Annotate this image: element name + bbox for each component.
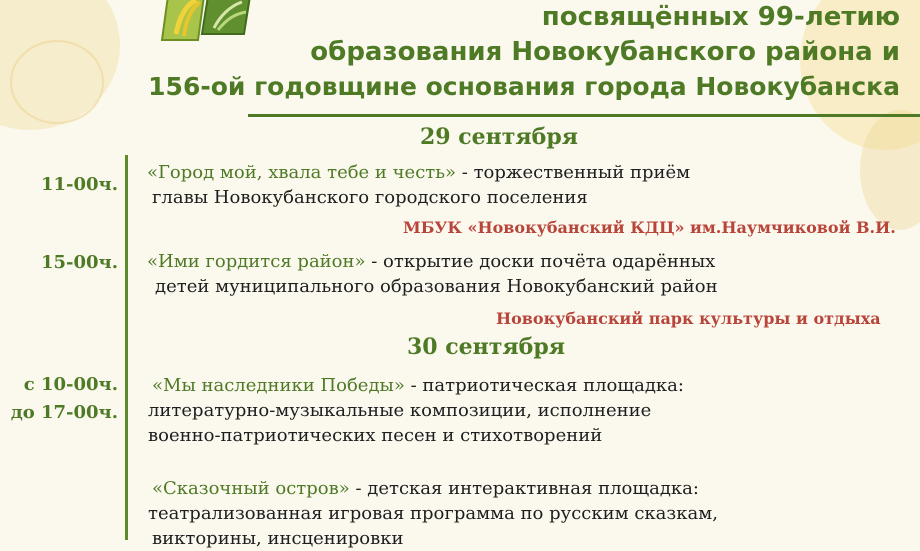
event-description: [147, 161, 690, 185]
event-description-first: - торжественный приём: [456, 162, 691, 183]
event-description: [152, 477, 699, 501]
event-title: «Сказочный остров»: [152, 478, 350, 499]
header-line: посвящённых 99-летию: [541, 2, 900, 32]
event-description-line: детей муниципального образования Новокубанский район: [155, 276, 718, 297]
event-time: 11-00ч.: [40, 174, 118, 195]
plant-logo-icon: [160, 0, 252, 42]
event-description-first: - открытие доски почёта одарённых: [365, 251, 716, 272]
background-decoration: [10, 40, 104, 124]
header-line: 156-ой годовщине основания города Новокубанска: [148, 72, 900, 101]
event-description-line: главы Новокубанского городского поселения: [152, 187, 588, 208]
day-heading: 29 сентября: [420, 124, 578, 150]
timeline-divider: [125, 155, 128, 540]
day-heading: 30 сентября: [407, 334, 565, 360]
event-description: [147, 250, 715, 274]
event-description-line: театрализованная игровая программа по русским сказкам,: [148, 503, 718, 524]
event-time: с 10-00ч.: [23, 374, 118, 395]
event-time: 15-00ч.: [40, 252, 118, 273]
event-venue: МБУК «Новокубанский КДЦ» им.Наумчиковой В.И.: [403, 218, 896, 237]
header-line: образования Новокубанского района и: [310, 37, 900, 67]
event-description-line: викторины, инсценировки: [152, 528, 404, 549]
event-title: «Мы наследники Победы»: [152, 375, 405, 396]
event-venue: Новокубанский парк культуры и отдыха: [496, 309, 881, 328]
event-description-line: военно-патриотических песен и стихотворений: [148, 425, 603, 446]
header-divider: [248, 114, 920, 117]
event-description-line: литературно-музыкальные композиции, исполнение: [148, 400, 652, 421]
event-title: «Город мой, хвала тебе и честь»: [147, 162, 457, 183]
event-time-end: до 17-00ч.: [10, 402, 118, 423]
event-description-first: - патриотическая площадка:: [404, 375, 684, 396]
event-description-first: - детская интерактивная площадка:: [349, 478, 699, 499]
event-description: [152, 374, 684, 398]
event-title: «Ими гордится район»: [147, 251, 366, 272]
